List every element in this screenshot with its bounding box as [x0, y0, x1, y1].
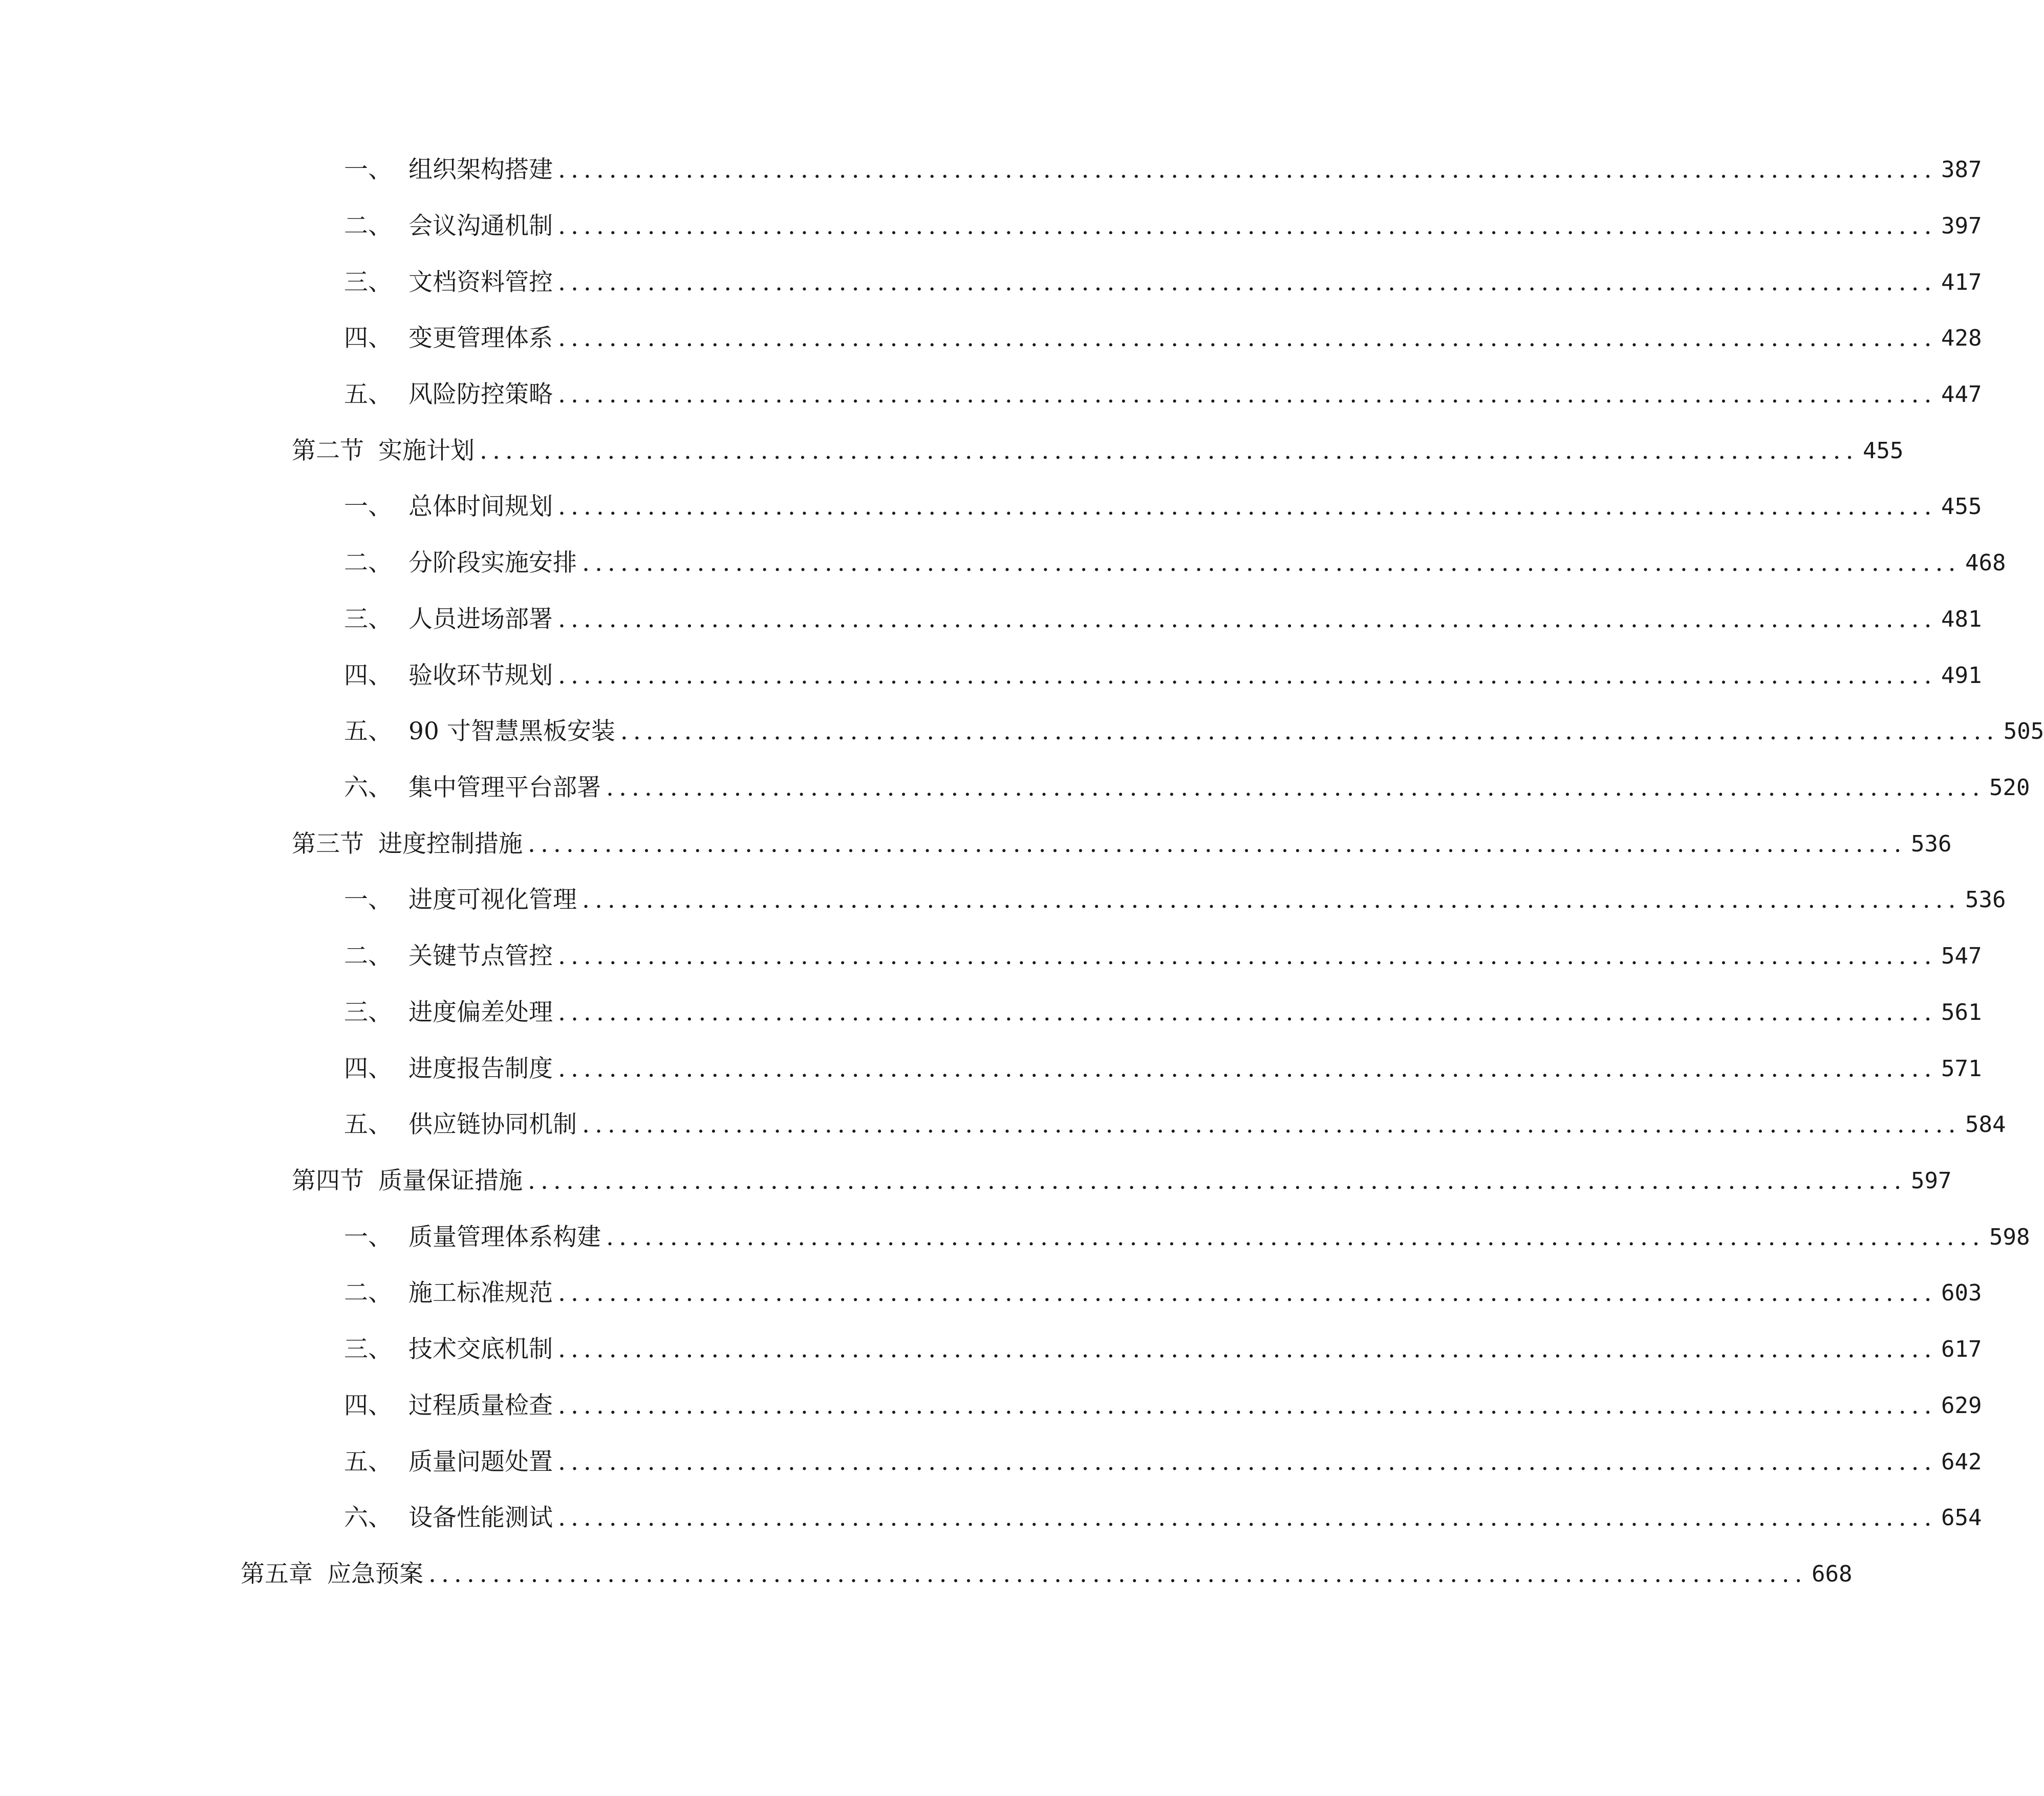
toc-entry-page: 654 — [1941, 1505, 1982, 1531]
toc-entry-page: 598 — [1989, 1224, 2030, 1250]
toc-entry-page: 584 — [1965, 1111, 2006, 1138]
toc-entry-page: 455 — [1863, 438, 1904, 464]
toc-entry-title: 变更管理体系 — [408, 324, 553, 352]
toc-entry-page: 617 — [1941, 1336, 1982, 1362]
toc-leader-dots: ............................................................................................................ — [558, 1448, 1937, 1476]
toc-leader-dots: ............................................................................................................ — [528, 830, 1907, 858]
toc-leader-dots: ............................................................................................................ — [480, 437, 1859, 465]
toc-leader-dots: ............................................................................................................ — [558, 661, 1937, 690]
toc-entry-title: 组织架构搭建 — [408, 156, 553, 184]
toc-entry-page: 468 — [1965, 550, 2006, 576]
toc-section-prefix: 第二节 — [292, 437, 364, 465]
toc-section-prefix: 第三节 — [292, 830, 364, 858]
toc-entry-page: 536 — [1911, 831, 1952, 857]
toc-section-entry[interactable] — [292, 826, 1952, 862]
toc-leader-dots: ............................................................................................................ — [606, 1223, 1985, 1251]
toc-leader-dots: ............................................................................................................ — [558, 156, 1937, 184]
toc-leader-dots: ............................................................................................................ — [558, 324, 1937, 352]
toc-entry-number: 六、 — [344, 774, 392, 802]
toc-chapter-entry[interactable] — [241, 1556, 1853, 1592]
toc-leader-dots: ............................................................................................................ — [558, 268, 1937, 296]
toc-entry-number: 六、 — [344, 1504, 392, 1532]
toc-entry-title: 集中管理平台部署 — [408, 774, 601, 802]
toc-entry-number: 三、 — [344, 605, 392, 633]
toc-leader-dots: ............................................................................................................ — [582, 886, 1961, 914]
toc-entry-number: 二、 — [344, 549, 392, 577]
toc-section-entry[interactable] — [292, 1163, 1952, 1199]
toc-entry-page: 387 — [1941, 157, 1982, 183]
toc-entry[interactable] — [344, 152, 1982, 188]
toc-entry[interactable] — [344, 882, 2006, 918]
toc-entry-title: 质量问题处置 — [408, 1448, 553, 1476]
toc-entry-title: 会议沟通机制 — [408, 212, 553, 240]
toc-entry-page: 520 — [1989, 775, 2030, 801]
toc-entry-title: 文档资料管控 — [408, 268, 553, 296]
toc-entry[interactable] — [344, 320, 1982, 356]
toc-entry-page: 505 — [2003, 718, 2044, 744]
toc-entry-page: 629 — [1941, 1393, 1982, 1419]
toc-entry-title: 90 寸智慧黑板安装 — [408, 717, 615, 745]
toc-section-entry[interactable] — [292, 433, 1904, 469]
toc-entry-page: 536 — [1965, 887, 2006, 913]
toc-entry-title: 进度偏差处理 — [408, 998, 553, 1027]
toc-chapter-prefix: 第五章 — [241, 1560, 313, 1588]
toc-section-prefix: 第四节 — [292, 1167, 364, 1195]
toc-leader-dots: ............................................................................................................ — [428, 1560, 1808, 1588]
toc-entry-title: 实施计划 — [378, 437, 475, 465]
toc-leader-dots: ............................................................................................................ — [528, 1167, 1907, 1195]
toc-entry-number: 五、 — [344, 1110, 392, 1139]
toc-entry-title: 人员进场部署 — [408, 605, 553, 633]
toc-leader-dots: ............................................................................................................ — [582, 1110, 1961, 1139]
toc-entry-number: 二、 — [344, 212, 392, 240]
toc-entry-page: 481 — [1941, 606, 1982, 632]
toc-entry[interactable] — [344, 1275, 1982, 1311]
toc-leader-dots: ............................................................................................................ — [558, 1392, 1937, 1420]
toc-entry-number: 一、 — [344, 493, 392, 521]
toc-entry[interactable] — [344, 602, 1982, 637]
toc-entry-number: 三、 — [344, 998, 392, 1027]
toc-entry-number: 四、 — [344, 1055, 392, 1083]
toc-leader-dots: ............................................................................................................ — [558, 212, 1937, 240]
toc-entry[interactable] — [344, 208, 1982, 244]
toc-entry-title: 技术交底机制 — [408, 1335, 553, 1363]
toc-entry-title: 设备性能测试 — [408, 1504, 553, 1532]
toc-entry-number: 一、 — [344, 886, 392, 914]
toc-entry-number: 三、 — [344, 1335, 392, 1363]
toc-entry-title: 质量管理体系构建 — [408, 1223, 601, 1251]
toc-entry-number: 五、 — [344, 717, 392, 745]
toc-entry[interactable] — [344, 1444, 1982, 1480]
toc-entry-title: 分阶段实施安排 — [408, 549, 577, 577]
toc-entry-title: 过程质量检查 — [408, 1392, 553, 1420]
toc-entry-page: 642 — [1941, 1449, 1982, 1475]
toc-entry-page: 547 — [1941, 943, 1982, 969]
toc-entry[interactable] — [344, 714, 2044, 750]
toc-entry-title: 风险防控策略 — [408, 380, 553, 409]
toc-leader-dots: ............................................................................................................ — [558, 380, 1937, 409]
toc-entry-number: 五、 — [344, 380, 392, 409]
toc-entry[interactable] — [344, 770, 2030, 806]
toc-leader-dots: ............................................................................................................ — [620, 717, 1999, 745]
toc-leader-dots: ............................................................................................................ — [558, 605, 1937, 633]
toc-entry-title: 质量保证措施 — [378, 1167, 523, 1195]
toc-entry-number: 五、 — [344, 1448, 392, 1476]
toc-entry-page: 597 — [1911, 1168, 1952, 1194]
toc-entry-number: 四、 — [344, 1392, 392, 1420]
toc-entry-number: 四、 — [344, 661, 392, 690]
toc-entry-title: 验收环节规划 — [408, 661, 553, 690]
toc-entry-number: 四、 — [344, 324, 392, 352]
toc-entry-page: 603 — [1941, 1280, 1982, 1306]
toc-entry-page: 571 — [1941, 1056, 1982, 1082]
toc-leader-dots: ............................................................................................................ — [558, 1055, 1937, 1083]
toc-leader-dots: ............................................................................................................ — [582, 549, 1961, 577]
toc-entry[interactable] — [344, 1107, 2006, 1143]
toc-entry[interactable] — [344, 1220, 2030, 1255]
toc-entry-title: 进度报告制度 — [408, 1055, 553, 1083]
toc-entry-title: 进度可视化管理 — [408, 886, 577, 914]
toc-leader-dots: ............................................................................................................ — [558, 998, 1937, 1027]
toc-entry-page: 668 — [1812, 1561, 1853, 1587]
toc-entry[interactable] — [344, 489, 1982, 525]
toc-entry-page: 428 — [1941, 325, 1982, 351]
toc-entry[interactable] — [344, 995, 1982, 1031]
toc-entry-page: 561 — [1941, 999, 1982, 1025]
toc-entry-page: 447 — [1941, 381, 1982, 408]
toc-entry-title: 施工标准规范 — [408, 1279, 553, 1307]
toc-entry[interactable] — [344, 265, 1982, 301]
toc-entry-page: 491 — [1941, 662, 1982, 689]
toc-entry[interactable] — [344, 545, 2006, 581]
toc-entry-title: 进度控制措施 — [378, 830, 523, 858]
toc-entry-title: 关键节点管控 — [408, 942, 553, 970]
toc-leader-dots: ............................................................................................................ — [558, 1335, 1937, 1363]
toc-entry-page: 455 — [1941, 494, 1982, 520]
toc-entry[interactable] — [344, 1388, 1982, 1424]
toc-entry-title: 供应链协同机制 — [408, 1110, 577, 1139]
toc-leader-dots: ............................................................................................................ — [606, 774, 1985, 802]
toc-entry-number: 一、 — [344, 156, 392, 184]
toc-entry-title: 应急预案 — [327, 1560, 423, 1588]
toc-leader-dots: ............................................................................................................ — [558, 942, 1937, 970]
toc-entry[interactable] — [344, 1332, 1982, 1367]
toc-entry[interactable] — [344, 938, 1982, 974]
toc-entry-page: 397 — [1941, 213, 1982, 239]
toc-entry[interactable] — [344, 1500, 1982, 1536]
toc-entry-page: 417 — [1941, 269, 1982, 295]
toc-entry-number: 一、 — [344, 1223, 392, 1251]
toc-entry[interactable] — [344, 658, 1982, 694]
toc-leader-dots: ............................................................................................................ — [558, 493, 1937, 521]
toc-leader-dots: ............................................................................................................ — [558, 1279, 1937, 1307]
toc-entry-number: 二、 — [344, 1279, 392, 1307]
toc-entry-number: 三、 — [344, 268, 392, 296]
toc-entry[interactable] — [344, 1051, 1982, 1087]
toc-leader-dots: ............................................................................................................ — [558, 1504, 1937, 1532]
toc-entry-number: 二、 — [344, 942, 392, 970]
toc-entry[interactable] — [344, 377, 1982, 413]
toc-entry-title: 总体时间规划 — [408, 493, 553, 521]
